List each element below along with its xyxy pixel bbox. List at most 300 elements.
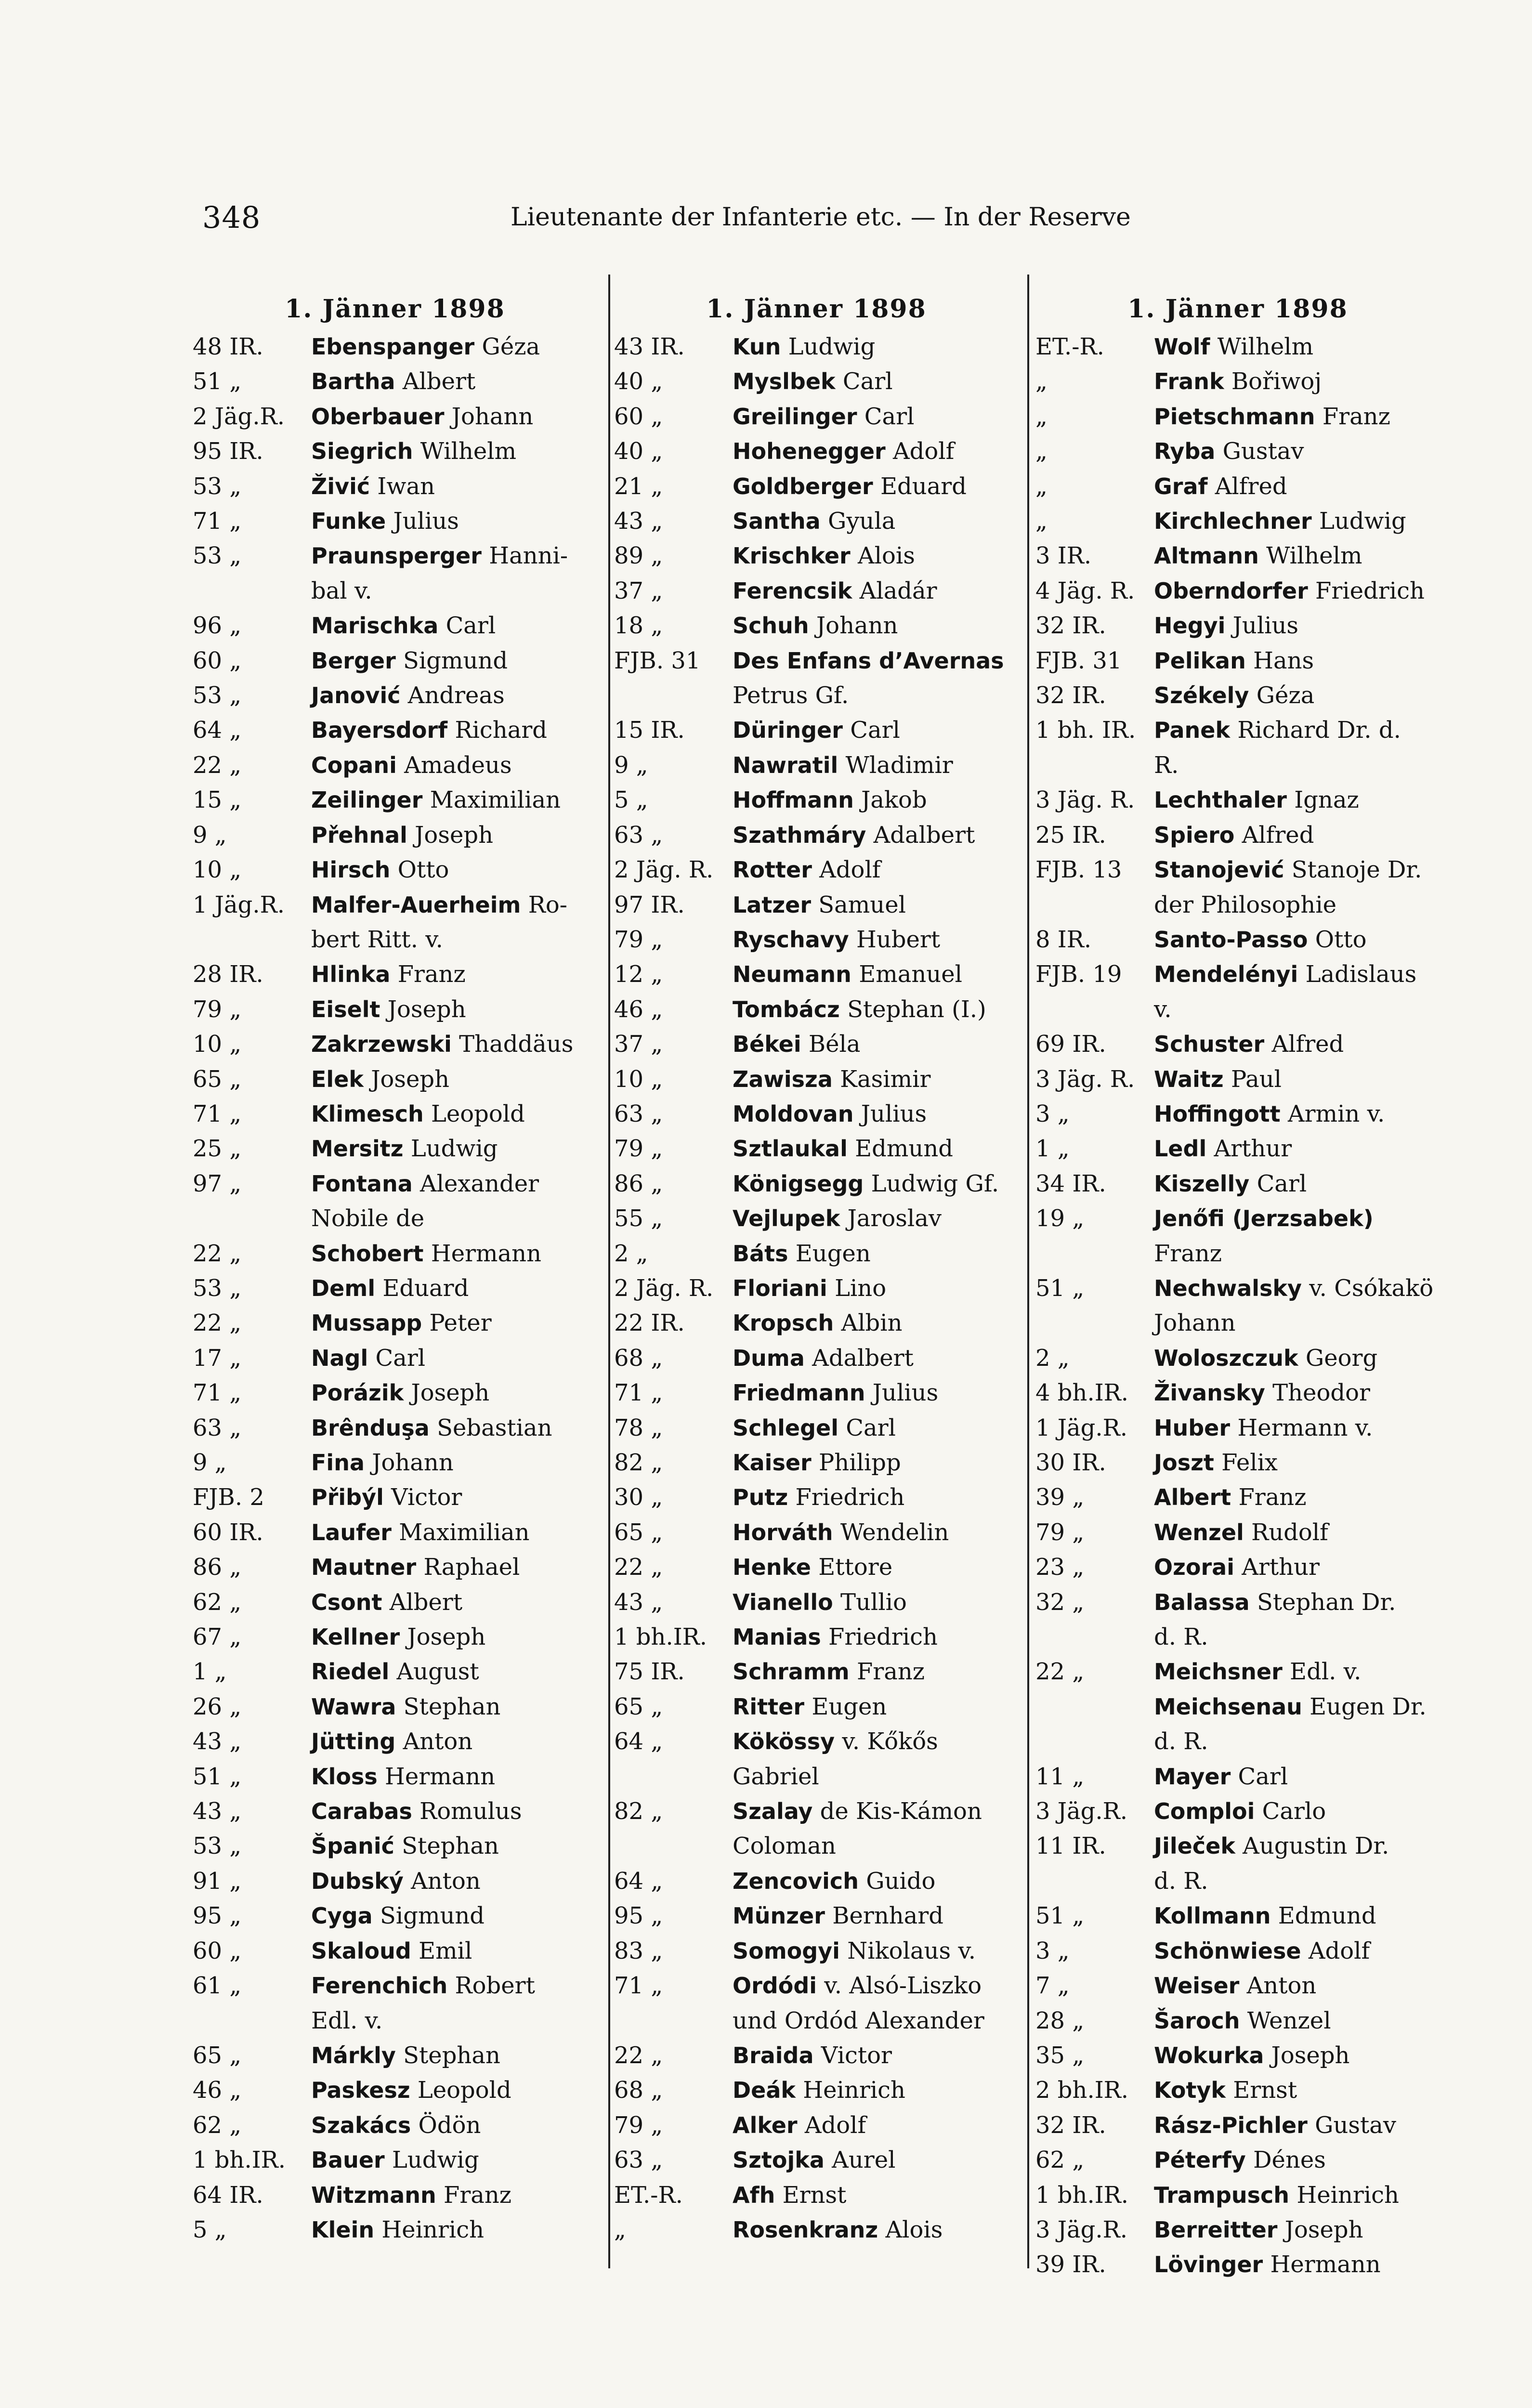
surname: Königsegg (733, 1170, 864, 1197)
unit-label: 22 „ (1035, 1658, 1085, 1686)
officer-name (1151, 888, 1440, 922)
given-name: Joseph (411, 1379, 490, 1407)
given-name: Albert (389, 1588, 463, 1616)
unit-label (1035, 888, 1151, 922)
unit-label: 37 „ (614, 1031, 663, 1058)
unit-label: 69 IR. (1035, 1031, 1106, 1058)
officer-name (308, 748, 597, 783)
roster-entry (614, 1341, 1019, 1375)
unit-label: 53 „ (193, 472, 242, 500)
surname: Jileček (1154, 1833, 1235, 1859)
given-name: Raphael (423, 1554, 520, 1581)
unit-label: FJB. 19 (1035, 961, 1122, 988)
unit-label: 71 „ (614, 1379, 663, 1407)
officer-name (308, 1864, 597, 1898)
unit-label: 4 Jäg. R. (1035, 577, 1135, 604)
roster-entry (1035, 1864, 1440, 1898)
roster-column-3 (1035, 289, 1440, 2282)
officer-name (308, 1097, 597, 1131)
given-name: Ludwig (392, 2146, 479, 2174)
given-name: Hermann v. (1237, 1414, 1373, 1441)
officer-name (1151, 1724, 1440, 1759)
roster-entry (1035, 2178, 1440, 2212)
roster-entry (614, 1097, 1019, 1131)
roster-entry (193, 678, 597, 713)
unit-label: 65 „ (614, 1693, 663, 1720)
given-name: Arthur (1242, 1554, 1320, 1581)
roster-entry (193, 713, 597, 747)
given-name: Coloman (733, 1832, 836, 1860)
unit-label: 78 „ (614, 1414, 663, 1441)
unit-label: 71 „ (614, 1972, 663, 2000)
unit-label: 11 IR. (1035, 1832, 1106, 1860)
unit-label: 63 „ (614, 1100, 663, 1127)
unit-label (614, 1759, 730, 1794)
roster-entry (193, 1654, 597, 1689)
given-name: Ettore (818, 1554, 893, 1581)
surname: Ferencsik (733, 577, 852, 604)
officer-name (730, 1585, 1019, 1620)
surname: Henke (733, 1554, 811, 1581)
roster-entry (193, 538, 597, 573)
unit-label: 62 „ (193, 2111, 242, 2139)
roster-entry (1035, 2212, 1440, 2247)
given-name: Carl (864, 403, 915, 430)
surname: Balassa (1154, 1589, 1250, 1615)
roster-entry (1035, 1620, 1440, 1654)
given-name: Ladislaus v. (1154, 961, 1417, 1023)
surname: Sztlaukal (733, 1136, 848, 1162)
roster-entry (614, 329, 1019, 364)
roster-entry (1035, 957, 1440, 1027)
officer-name (308, 2038, 597, 2073)
surname: Malfer-Auerheim (311, 891, 521, 918)
surname: Marischka (311, 613, 439, 639)
surname: Wokurka (1154, 2042, 1264, 2068)
unit-label: ET.-R. (1035, 333, 1104, 360)
officer-name (1151, 1480, 1440, 1515)
officer-name (730, 608, 1019, 643)
surname: Cyga (311, 1903, 373, 1929)
roster-entry (614, 678, 1019, 713)
unit-label: 46 „ (614, 995, 663, 1023)
roster-entry (1035, 469, 1440, 504)
given-name: Felix (1221, 1449, 1278, 1476)
given-name: Hermann (385, 1763, 496, 1790)
given-name: Lino (835, 1274, 887, 1302)
given-name: Heinrich (803, 2077, 905, 2104)
unit-label (1035, 748, 1151, 783)
given-name: Carl (1238, 1763, 1288, 1790)
given-name: Stephan (403, 1693, 501, 1720)
surname: Wawra (311, 1693, 396, 1720)
surname: Schlegel (733, 1414, 839, 1441)
surname: Kollmann (1154, 1903, 1271, 1929)
officer-name (308, 1027, 597, 1061)
officer-name (730, 1724, 1019, 1759)
surname: Rosenkranz (733, 2216, 878, 2243)
surname: Csont (311, 1589, 382, 1615)
given-name: Robert (455, 1972, 535, 2000)
surname: Kotyk (1154, 2077, 1226, 2104)
given-name: Johann (372, 1449, 454, 1476)
officer-name (1151, 2038, 1440, 2073)
officer-name (308, 574, 597, 608)
given-name: d. R. (1154, 1867, 1208, 1895)
given-name: Rudolf (1251, 1518, 1328, 1546)
officer-name (730, 1829, 1019, 1863)
given-name: Adolf (1308, 1937, 1370, 1964)
surname: Hoffmann (733, 787, 854, 813)
roster-entry (1035, 504, 1440, 538)
officer-name (308, 2178, 597, 2212)
officer-name (730, 2143, 1019, 2177)
given-name: Thaddäus (459, 1031, 574, 1058)
surname: Jenőfi (Jerzsabek) (1154, 1205, 1374, 1232)
officer-name (308, 992, 597, 1027)
officer-name (1151, 643, 1440, 678)
roster-entry (1035, 678, 1440, 713)
given-name: Hubert (856, 926, 941, 953)
unit-label: 32 IR. (1035, 2111, 1106, 2139)
surname: Frank (1154, 368, 1224, 395)
officer-name (1151, 957, 1440, 1027)
unit-label: 79 „ (614, 2111, 663, 2139)
unit-label: 64 IR. (193, 2181, 263, 2209)
unit-label: 15 „ (193, 786, 242, 814)
surname: Fina (311, 1450, 365, 1476)
officer-name (730, 992, 1019, 1027)
given-name: Wendelin (840, 1518, 949, 1546)
officer-name (730, 957, 1019, 992)
officer-name (730, 1689, 1019, 1724)
unit-label: 9 „ (193, 1449, 227, 1476)
roster-entry (614, 1411, 1019, 1445)
surname: Báts (733, 1240, 788, 1267)
unit-label: 21 „ (614, 472, 663, 500)
roster-entry (193, 574, 597, 608)
officer-name (1151, 329, 1440, 364)
surname: Bayersdorf (311, 717, 448, 744)
unit-label: 60 „ (193, 647, 242, 674)
unit-label: 61 „ (193, 1972, 242, 2000)
roster-entry (614, 1794, 1019, 1829)
surname: Španić (311, 1833, 394, 1859)
given-name: Joseph (371, 1065, 450, 1093)
given-name: Hermann (1270, 2251, 1381, 2278)
unit-label (1035, 1236, 1151, 1271)
officer-name (730, 2178, 1019, 2212)
given-name: Romulus (419, 1798, 522, 1825)
officer-name (730, 818, 1019, 852)
roster-entry (1035, 1271, 1440, 1306)
roster-entry (614, 1306, 1019, 1340)
unit-label: 63 „ (193, 1414, 242, 1441)
roster-entry (614, 888, 1019, 922)
given-name: Ignaz (1294, 786, 1359, 814)
officer-name (308, 2003, 597, 2038)
given-name: Albert (402, 368, 476, 395)
officer-name (1151, 399, 1440, 434)
officer-name (308, 1306, 597, 1340)
unit-label: 75 IR. (614, 1658, 685, 1686)
roster-entry (193, 1131, 597, 1166)
officer-name (308, 1411, 597, 1445)
roster-entry (193, 504, 597, 538)
given-name: Carl (846, 1414, 896, 1441)
surname: Ferenchich (311, 1973, 448, 1999)
officer-name (730, 852, 1019, 887)
given-name: Alfred (1215, 472, 1287, 500)
officer-name (1151, 1097, 1440, 1131)
officer-name (730, 2003, 1019, 2038)
roster-entry (193, 1934, 597, 1968)
surname: Székely (1154, 682, 1249, 709)
roster-entry (614, 504, 1019, 538)
officer-name (308, 1236, 597, 1271)
given-name: Andreas (407, 682, 505, 709)
surname: Eiselt (311, 996, 380, 1022)
roster-entry (614, 1759, 1019, 1794)
officer-name (1151, 1654, 1440, 1689)
unit-label: 1 Jäg.R. (193, 891, 285, 918)
roster-entry (1035, 399, 1440, 434)
officer-name (1151, 1689, 1440, 1724)
officer-name (1151, 608, 1440, 643)
given-name: Leopold (431, 1100, 525, 1127)
surname: Spiero (1154, 822, 1235, 848)
given-name: Gabriel (733, 1763, 819, 1790)
unit-label: 55 „ (614, 1205, 663, 1232)
roster-entry (193, 1480, 597, 1515)
given-name: Stephan (403, 2042, 500, 2069)
roster-entry (1035, 1829, 1440, 1863)
given-name: Julius (393, 508, 459, 535)
column-heading: 1. Jänner 1898 (1127, 294, 1348, 324)
roster-entry (193, 643, 597, 678)
roster-entry (193, 329, 597, 364)
unit-label: 22 „ (614, 1554, 663, 1581)
unit-label: 67 „ (193, 1623, 242, 1651)
roster-entry (1035, 2073, 1440, 2107)
roster-entry (193, 1236, 597, 1271)
unit-label: FJB. 31 (1035, 647, 1122, 674)
roster-entry (614, 1689, 1019, 1724)
unit-label: 1 bh.IR. (1035, 2181, 1129, 2209)
officer-name (730, 399, 1019, 434)
roster-entry (614, 748, 1019, 783)
officer-name (730, 538, 1019, 573)
surname: Zawisza (733, 1066, 833, 1092)
given-name: Augustin Dr. (1243, 1832, 1389, 1860)
roster-entry (193, 992, 597, 1027)
officer-name (730, 1306, 1019, 1340)
unit-label: 79 „ (193, 995, 242, 1023)
given-name: Wilhelm (1266, 542, 1362, 570)
given-name: Guido (866, 1867, 936, 1895)
surname: Woloszczuk (1154, 1345, 1298, 1371)
roster-entry (1035, 1201, 1440, 1236)
unit-label: 3 Jäg. R. (1035, 786, 1135, 814)
surname: Zakrzewski (311, 1031, 452, 1058)
surname: Kaiser (733, 1450, 812, 1476)
given-name: Alfred (1242, 821, 1314, 849)
unit-label: 9 „ (614, 751, 648, 779)
officer-name (730, 1201, 1019, 1236)
given-name: Paul (1231, 1065, 1282, 1093)
unit-label: 64 „ (193, 717, 242, 744)
surname: Zeilinger (311, 787, 423, 813)
officer-name (308, 329, 597, 364)
given-name: v. Alsó-Liszko (824, 1972, 982, 2000)
unit-label: 71 „ (193, 1100, 242, 1127)
roster-entry (193, 2073, 597, 2107)
unit-label (1035, 1620, 1151, 1654)
unit-label (1035, 1864, 1151, 1898)
unit-label: 86 „ (193, 1554, 242, 1581)
given-name: Sigmund (403, 647, 508, 674)
given-name: Kasimir (840, 1065, 931, 1093)
surname: Kloss (311, 1763, 378, 1790)
officer-name (308, 1620, 597, 1654)
officer-name (730, 922, 1019, 957)
roster-entry (614, 2212, 1019, 2247)
officer-name (1151, 783, 1440, 817)
unit-label: 10 „ (193, 1031, 242, 1058)
unit-label: 1 bh.IR. (614, 1623, 707, 1651)
surname: Skaloud (311, 1937, 411, 1964)
roster-entry (614, 469, 1019, 504)
unit-label: 71 „ (193, 508, 242, 535)
given-name: Bořiwoj (1231, 368, 1322, 395)
officer-name (1151, 574, 1440, 608)
officer-name (1151, 1515, 1440, 1550)
unit-label: 60 „ (193, 1937, 242, 1964)
roster-entry (614, 1934, 1019, 1968)
roster-entry (614, 713, 1019, 747)
given-name: bert Ritt. v. (311, 926, 443, 953)
unit-label: 2 Jäg.R. (193, 403, 285, 430)
given-name: Carl (1257, 1170, 1307, 1197)
surname: Laufer (311, 1519, 392, 1545)
given-name: Stephan Dr. (1257, 1588, 1396, 1616)
unit-label: 53 „ (193, 1274, 242, 1302)
surname: Szalay (733, 1798, 813, 1825)
officer-name (1151, 1271, 1440, 1306)
surname: Živić (311, 473, 370, 499)
roster-entry (1035, 818, 1440, 852)
roster-entry (193, 2212, 597, 2247)
officer-name (1151, 1759, 1440, 1794)
given-name: Ludwig (788, 333, 876, 360)
surname: Düringer (733, 717, 843, 744)
unit-label: 65 „ (193, 2042, 242, 2069)
unit-label: 8 IR. (1035, 926, 1092, 953)
roster-entry (193, 2178, 597, 2212)
roster-entry (193, 888, 597, 922)
roster-entry (1035, 608, 1440, 643)
column-divider (1027, 275, 1029, 2268)
roster-entry (614, 1585, 1019, 1620)
officer-name (1151, 1236, 1440, 1271)
officer-name (1151, 364, 1440, 399)
surname: Carabas (311, 1798, 412, 1825)
unit-label: 1 „ (193, 1658, 227, 1686)
officer-name (730, 1515, 1019, 1550)
roster-entry (614, 1131, 1019, 1166)
unit-label: 22 „ (193, 1240, 242, 1267)
unit-label: 3 Jäg.R. (1035, 2216, 1128, 2243)
officer-name (308, 434, 597, 469)
roster-entry (1035, 1724, 1440, 1759)
given-name: Alfred (1271, 1031, 1344, 1058)
officer-name (1151, 2108, 1440, 2143)
unit-label: 10 „ (193, 856, 242, 884)
given-name: Carl (375, 1344, 426, 1372)
roster-entry (1035, 1654, 1440, 1689)
officer-name (730, 1131, 1019, 1166)
roster-entry (614, 574, 1019, 608)
unit-label: 43 „ (614, 1588, 663, 1616)
unit-label: FJB. 13 (1035, 856, 1122, 884)
unit-label: 53 „ (193, 682, 242, 709)
unit-label: 11 „ (1035, 1763, 1085, 1790)
roster-entry (614, 957, 1019, 992)
given-name: Franz (1154, 1240, 1222, 1267)
given-name: Jakob (861, 786, 927, 814)
officer-name (308, 538, 597, 573)
given-name: Géza (482, 333, 540, 360)
roster-entry (614, 2003, 1019, 2038)
surname: Schramm (733, 1659, 850, 1685)
officer-name (730, 1027, 1019, 1061)
unit-label: 3 „ (1035, 1937, 1070, 1964)
officer-name (730, 1236, 1019, 1271)
officer-name (730, 1759, 1019, 1794)
unit-label: „ (1035, 508, 1048, 535)
given-name: Julius (861, 1100, 927, 1127)
officer-name (1151, 1794, 1440, 1829)
officer-name (308, 608, 597, 643)
roster-entry (193, 1166, 597, 1201)
unit-label: 40 „ (614, 368, 663, 395)
unit-label: 28 IR. (193, 961, 263, 988)
roster-entry (193, 1898, 597, 1933)
roster-entry (193, 1585, 597, 1620)
unit-label: 71 „ (193, 1379, 242, 1407)
roster-entry (193, 1375, 597, 1410)
unit-label (193, 922, 308, 957)
officer-name (308, 364, 597, 399)
given-name: Eugen Dr. (1309, 1693, 1427, 1720)
officer-name (308, 1585, 597, 1620)
roster-entry (1035, 1934, 1440, 1968)
officer-name (308, 504, 597, 538)
officer-name (1151, 1375, 1440, 1410)
unit-label: 12 „ (614, 961, 663, 988)
unit-label: ET.-R. (614, 2181, 683, 2209)
officer-name (308, 1654, 597, 1689)
page-number: 348 (202, 200, 261, 235)
surname: Schuster (1154, 1031, 1265, 1058)
given-name: Johann (816, 612, 898, 640)
officer-name (730, 1968, 1019, 2003)
given-name: Richard (455, 717, 548, 744)
officer-name (730, 1864, 1019, 1898)
given-name: Wilhelm (420, 438, 517, 465)
given-name: Carl (842, 368, 893, 395)
roster-entry (614, 2038, 1019, 2073)
